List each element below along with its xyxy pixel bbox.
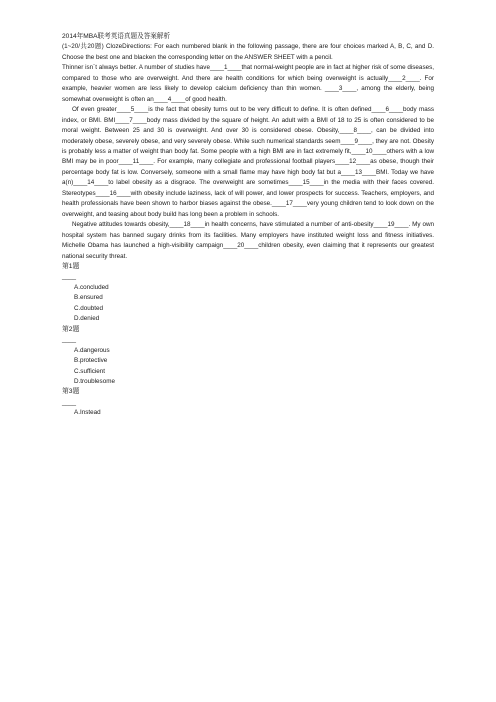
- instructions-text: (1~20/共20题) ClozeDirections: For each numbered blank in the following passage, there are four choices marked A, B, C, and D. Choose the best one and blacken the corresponding letter on the ANSWER SHEET with a pencil.: [62, 43, 434, 61]
- option-d: D.denied: [74, 315, 100, 323]
- answer-blank: ____: [62, 336, 77, 344]
- option-list: [62, 346, 434, 388]
- option-list: [62, 283, 434, 325]
- option-a: A.dangerous: [74, 346, 110, 354]
- question-label: 第3题: [62, 388, 80, 396]
- answer-blank: ____: [62, 398, 77, 406]
- passage-paragraph-3: Negative attitudes towards obesity,____18____in health concerns, have stimulated a number of anti-obesity____19____. My own hospital system has banned sugary drinks from its facilities. Many employers have instituted weight loss and fitness initiatives. Michelle Obama has launched a high-visibility campaign____20____children obesity, even claiming that it represents our greatest national security threat.: [62, 221, 434, 260]
- document-content: [62, 32, 434, 419]
- option-a: A.Instead: [74, 409, 101, 417]
- option-b: B.ensured: [74, 294, 103, 302]
- question-3: [62, 387, 434, 418]
- question-2: [62, 325, 434, 388]
- option-b: B.protective: [74, 357, 108, 365]
- question-label: 第2题: [62, 325, 80, 333]
- passage-paragraph-2: Of even greater____5____is the fact that obesity turns out to be very difficult to define. It is often defined____6____body mass index, or BMI. BMI____7____body mass divided by the square of height. An adult with a BMI of 18 to 25 is often considered to be moral weight. Between 25 and 30 is overweight. And over 30 is considered obese. Obesity,____8____, can be divided into moderately obese, severely obese, and very severely obese. While such numerical standards seem____9____, they are not. Obesity is probably less a matter of weight than body fat. Some people with a high BMI are in fact extremely fit,____10____others with a low BMI may be in poor____11____. For example, many collegiate and professional football players____12____as obese, though their percentage body fat is low. Conversely, someone with a small flame may have high body fat but a____13____BMI. Today we have a(n)____14____to label obesity as a disgrace. The overweight are sometimes____15____in the media with their faces covered. Stereotypes____16____with obesity include laziness, lack of will power, and lower prospects for success. Teachers, employers, and health professionals have been shown to harbor biases against the obese.____17____very young children tend to look down on the overweight, and teasing about body build has long been a problem in schools.: [62, 106, 434, 218]
- option-d: D.troublesome: [74, 377, 115, 385]
- option-c: C.sufficient: [74, 367, 106, 375]
- question-1: [62, 262, 434, 325]
- document-title: 2014年MBA联考英语真题及答案解析: [62, 33, 171, 40]
- question-label: 第1题: [62, 262, 80, 270]
- option-c: C.doubted: [74, 304, 104, 312]
- option-list: [62, 408, 434, 418]
- passage-paragraph-1: Thinner isn´t always better. A number of studies have____1____that normal-weight people are in fact at higher risk of some diseases, compared to those who are overweight. And there are health conditions for which being overweight is actually____2____. For example, heavier women are less likely to develop calcium deficiency than thin women. ____3____, among the elderly, being somewhat overweight is often an____4____of good health.: [62, 64, 434, 103]
- answer-blank: ____: [62, 273, 77, 281]
- option-a: A.concluded: [74, 283, 109, 291]
